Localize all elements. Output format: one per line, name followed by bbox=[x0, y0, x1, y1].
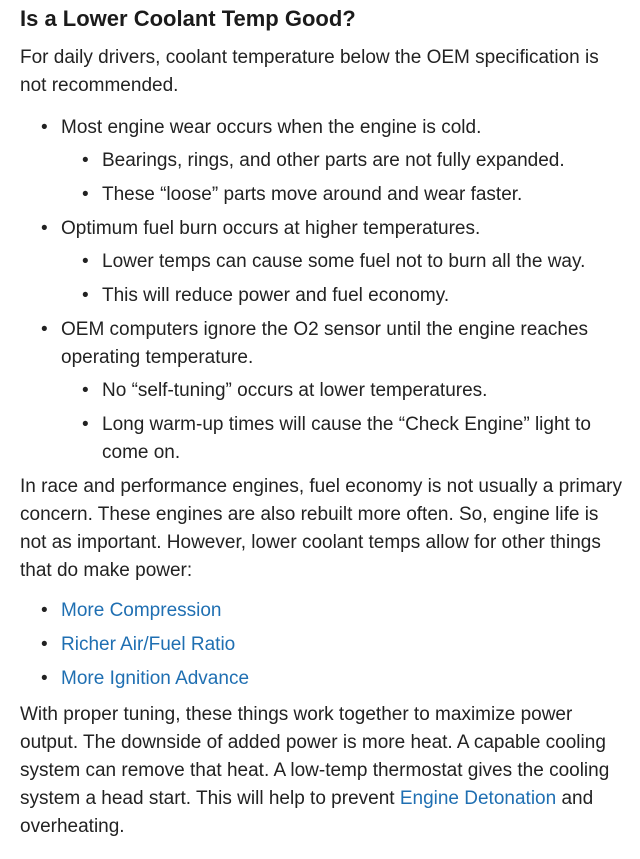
point-text: OEM computers ignore the O2 sensor until the engine reaches operating temperature. bbox=[61, 319, 589, 368]
richer-air-fuel-ratio-link[interactable]: Richer Air/Fuel Ratio bbox=[61, 634, 236, 655]
sub-point-text: These “loose” parts move around and wear faster. bbox=[102, 184, 523, 205]
list-item bbox=[61, 665, 624, 693]
intro-paragraph: For daily drivers, coolant temperature below the OEM specification is not recommended. bbox=[20, 47, 599, 96]
list-item bbox=[61, 215, 624, 310]
list-item bbox=[102, 282, 624, 310]
point-text: Optimum fuel burn occurs at higher temperatures. bbox=[61, 218, 481, 239]
sub-points-list bbox=[61, 248, 624, 310]
engine-detonation-link[interactable]: Engine Detonation bbox=[399, 788, 557, 809]
sub-point-text: Lower temps can cause some fuel not to burn all the way. bbox=[102, 251, 586, 272]
sub-points-list bbox=[61, 147, 624, 209]
list-item bbox=[102, 147, 624, 175]
power-links-list bbox=[20, 597, 624, 693]
list-item bbox=[61, 114, 624, 209]
closing-text: With proper tuning, these things work together to maximize power output. The downside of added power is more heat. A capable cooling system can remove that heat. A low-temp thermostat gives the cooling system a head start. This will help to prevent bbox=[20, 704, 610, 809]
list-item bbox=[61, 631, 624, 659]
sub-point-text: No “self-tuning” occurs at lower temperatures. bbox=[102, 380, 488, 401]
list-item bbox=[102, 181, 624, 209]
list-item bbox=[102, 411, 624, 467]
closing-paragraph bbox=[20, 701, 624, 841]
page-title: Is a Lower Coolant Temp Good? bbox=[20, 6, 356, 31]
key-points-list bbox=[20, 114, 624, 467]
more-compression-link[interactable]: More Compression bbox=[61, 600, 222, 621]
list-item bbox=[61, 597, 624, 625]
list-item bbox=[102, 248, 624, 276]
more-ignition-advance-link[interactable]: More Ignition Advance bbox=[61, 668, 250, 689]
race-paragraph: In race and performance engines, fuel economy is not usually a primary concern. These engines are also rebuilt more often. So, engine life is not as important. However, lower coolant temps allow for other things that do make power: bbox=[20, 476, 622, 581]
sub-points-list bbox=[61, 377, 624, 467]
point-text: Most engine wear occurs when the engine is cold. bbox=[61, 117, 482, 138]
list-item bbox=[102, 377, 624, 405]
closing-text-end: and overheating. bbox=[20, 788, 594, 837]
sub-point-text: Bearings, rings, and other parts are not fully expanded. bbox=[102, 150, 565, 171]
sub-point-text: This will reduce power and fuel economy. bbox=[102, 285, 450, 306]
list-item bbox=[61, 316, 624, 467]
sub-point-text: Long warm-up times will cause the “Check Engine” light to come on. bbox=[102, 414, 591, 463]
